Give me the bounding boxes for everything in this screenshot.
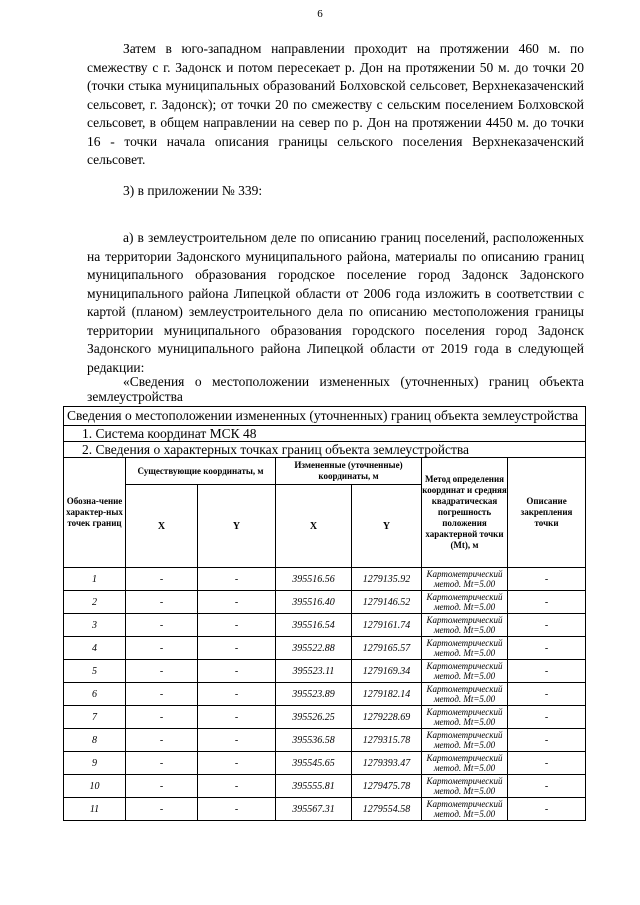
header-description: Описание закрепления точки [508, 458, 586, 568]
table-row [64, 798, 586, 821]
cell-existing-x: - [126, 775, 198, 798]
cell-fixing-description: - [508, 729, 586, 752]
cell-method: Картометрический метод. Mt=5.00 [422, 752, 508, 775]
cell-fixing-description: - [508, 752, 586, 775]
cell-existing-y: - [198, 591, 276, 614]
table-row [64, 729, 586, 752]
cell-existing-y: - [198, 775, 276, 798]
cell-existing-x: - [126, 798, 198, 821]
cell-fixing-description: - [508, 706, 586, 729]
cell-changed-y: 1279161.74 [352, 614, 422, 637]
table-row [64, 614, 586, 637]
cell-fixing-description: - [508, 798, 586, 821]
cell-existing-y: - [198, 729, 276, 752]
cell-existing-x: - [126, 568, 198, 591]
header-existing-x: X [126, 485, 198, 568]
cell-existing-y: - [198, 683, 276, 706]
header-designation: Обозна-чение характер-ных точек границ [64, 458, 126, 568]
cell-method: Картометрический метод. Mt=5.00 [422, 775, 508, 798]
cell-point-number: 7 [64, 706, 126, 729]
header-changed-coords: Измененные (уточненные) координаты, м [276, 458, 422, 485]
cell-point-number: 5 [64, 660, 126, 683]
table-row [64, 752, 586, 775]
cell-changed-y: 1279182.14 [352, 683, 422, 706]
header-changed-y: Y [352, 485, 422, 568]
table-row [64, 637, 586, 660]
cell-method: Картометрический метод. Mt=5.00 [422, 706, 508, 729]
cell-existing-x: - [126, 706, 198, 729]
cell-changed-x: 395516.40 [276, 591, 352, 614]
cell-changed-x: 395526.25 [276, 706, 352, 729]
cell-existing-x: - [126, 729, 198, 752]
cell-point-number: 8 [64, 729, 126, 752]
header-existing-y: Y [198, 485, 276, 568]
cell-changed-x: 395523.11 [276, 660, 352, 683]
cell-changed-x: 395523.89 [276, 683, 352, 706]
cell-fixing-description: - [508, 683, 586, 706]
table-row [64, 775, 586, 798]
cell-changed-y: 1279135.92 [352, 568, 422, 591]
cell-fixing-description: - [508, 568, 586, 591]
paragraph-table-intro: «Сведения о местоположении измененных (уточненных) границ объекта землеустройства [87, 374, 584, 404]
cell-changed-x: 395516.54 [276, 614, 352, 637]
paragraph-boundary-description: Затем в юго-западном направлении проходит на протяжении 460 м. по смежеству с г. Задонск и потом пересекает р. Дон на протяжении 50 м. до точки 20 (точки стыка муниципальных образований Болховской сельсовет, Верхнеказачeнский сельсовет, г. Задонск); от точки 20 по смежеству с сельским поселением Болховской сельсовет, в общем направлении на север по р. Дон на протяжении 4450 м. до точки 16 - точки начала описания границы сельского поселения Верхнеказачeнский сельсовет. [87, 41, 584, 167]
cell-method: Картометрический метод. Mt=5.00 [422, 568, 508, 591]
cell-changed-y: 1279475.78 [352, 775, 422, 798]
cell-existing-x: - [126, 660, 198, 683]
cell-changed-y: 1279393.47 [352, 752, 422, 775]
cell-changed-x: 395536.58 [276, 729, 352, 752]
cell-method: Картометрический метод. Mt=5.00 [422, 683, 508, 706]
cell-fixing-description: - [508, 637, 586, 660]
cell-point-number: 11 [64, 798, 126, 821]
cell-point-number: 6 [64, 683, 126, 706]
cell-existing-x: - [126, 614, 198, 637]
page-number: 6 [317, 8, 323, 20]
cell-existing-y: - [198, 660, 276, 683]
cell-fixing-description: - [508, 591, 586, 614]
table-points-section: 2. Сведения о характерных точках границ объекта землеустройства [64, 442, 586, 458]
cell-existing-x: - [126, 752, 198, 775]
cell-changed-y: 1279228.69 [352, 706, 422, 729]
cell-changed-y: 1279315.78 [352, 729, 422, 752]
paragraph-appendix-339: 3) в приложении № 339: [123, 183, 263, 198]
cell-point-number: 9 [64, 752, 126, 775]
cell-method: Картометрический метод. Mt=5.00 [422, 614, 508, 637]
table-row [64, 591, 586, 614]
cell-fixing-description: - [508, 614, 586, 637]
paragraph-amendment-a: а) в землеустроительном деле по описанию границ поселений, расположенных на территории Задонского муниципального района, материалы по описанию границ муниципального образования городское поселение город Задонск Задонского муниципального района Липецкой области от 2006 года изложить в соответствии с картой (планом) землеустроительного дела по описанию местоположения границы территории муниципального образования городского поселения город Задонск Задонского муниципального района Липецкой области от 2019 года в следующей редакции: [87, 230, 584, 375]
cell-changed-x: 395567.31 [276, 798, 352, 821]
cell-method: Картометрический метод. Mt=5.00 [422, 637, 508, 660]
cell-existing-y: - [198, 637, 276, 660]
cell-existing-y: - [198, 568, 276, 591]
cell-method: Картометрический метод. Mt=5.00 [422, 591, 508, 614]
cell-method: Картометрический метод. Mt=5.00 [422, 798, 508, 821]
cell-existing-y: - [198, 752, 276, 775]
cell-existing-x: - [126, 637, 198, 660]
header-changed-x: X [276, 485, 352, 568]
table-caption: Сведения о местоположении измененных (уточненных) границ объекта землеустройства [64, 407, 586, 426]
cell-changed-y: 1279169.34 [352, 660, 422, 683]
cell-existing-y: - [198, 706, 276, 729]
table-row [64, 706, 586, 729]
cell-method: Картометрический метод. Mt=5.00 [422, 660, 508, 683]
table-row [64, 683, 586, 706]
cell-existing-y: - [198, 798, 276, 821]
cell-existing-x: - [126, 683, 198, 706]
table-row [64, 660, 586, 683]
cell-point-number: 2 [64, 591, 126, 614]
table-body [64, 568, 586, 821]
cell-existing-x: - [126, 591, 198, 614]
cell-changed-y: 1279554.58 [352, 798, 422, 821]
cell-point-number: 4 [64, 637, 126, 660]
cell-changed-y: 1279146.52 [352, 591, 422, 614]
boundary-points-table [63, 406, 586, 821]
cell-fixing-description: - [508, 660, 586, 683]
cell-changed-x: 395516.56 [276, 568, 352, 591]
cell-changed-y: 1279165.57 [352, 637, 422, 660]
cell-existing-y: - [198, 614, 276, 637]
cell-changed-x: 395555.81 [276, 775, 352, 798]
cell-point-number: 10 [64, 775, 126, 798]
table-coordinate-system: 1. Система координат МСК 48 [64, 426, 586, 442]
header-existing-coords: Существующие координаты, м [126, 458, 276, 485]
cell-fixing-description: - [508, 775, 586, 798]
cell-method: Картометрический метод. Mt=5.00 [422, 729, 508, 752]
header-method: Метод определения координат и средняя квадратическая погрешность положения характерной точки (Mt), м [422, 458, 508, 568]
cell-point-number: 3 [64, 614, 126, 637]
cell-changed-x: 395545.65 [276, 752, 352, 775]
table-row [64, 568, 586, 591]
cell-point-number: 1 [64, 568, 126, 591]
cell-changed-x: 395522.88 [276, 637, 352, 660]
